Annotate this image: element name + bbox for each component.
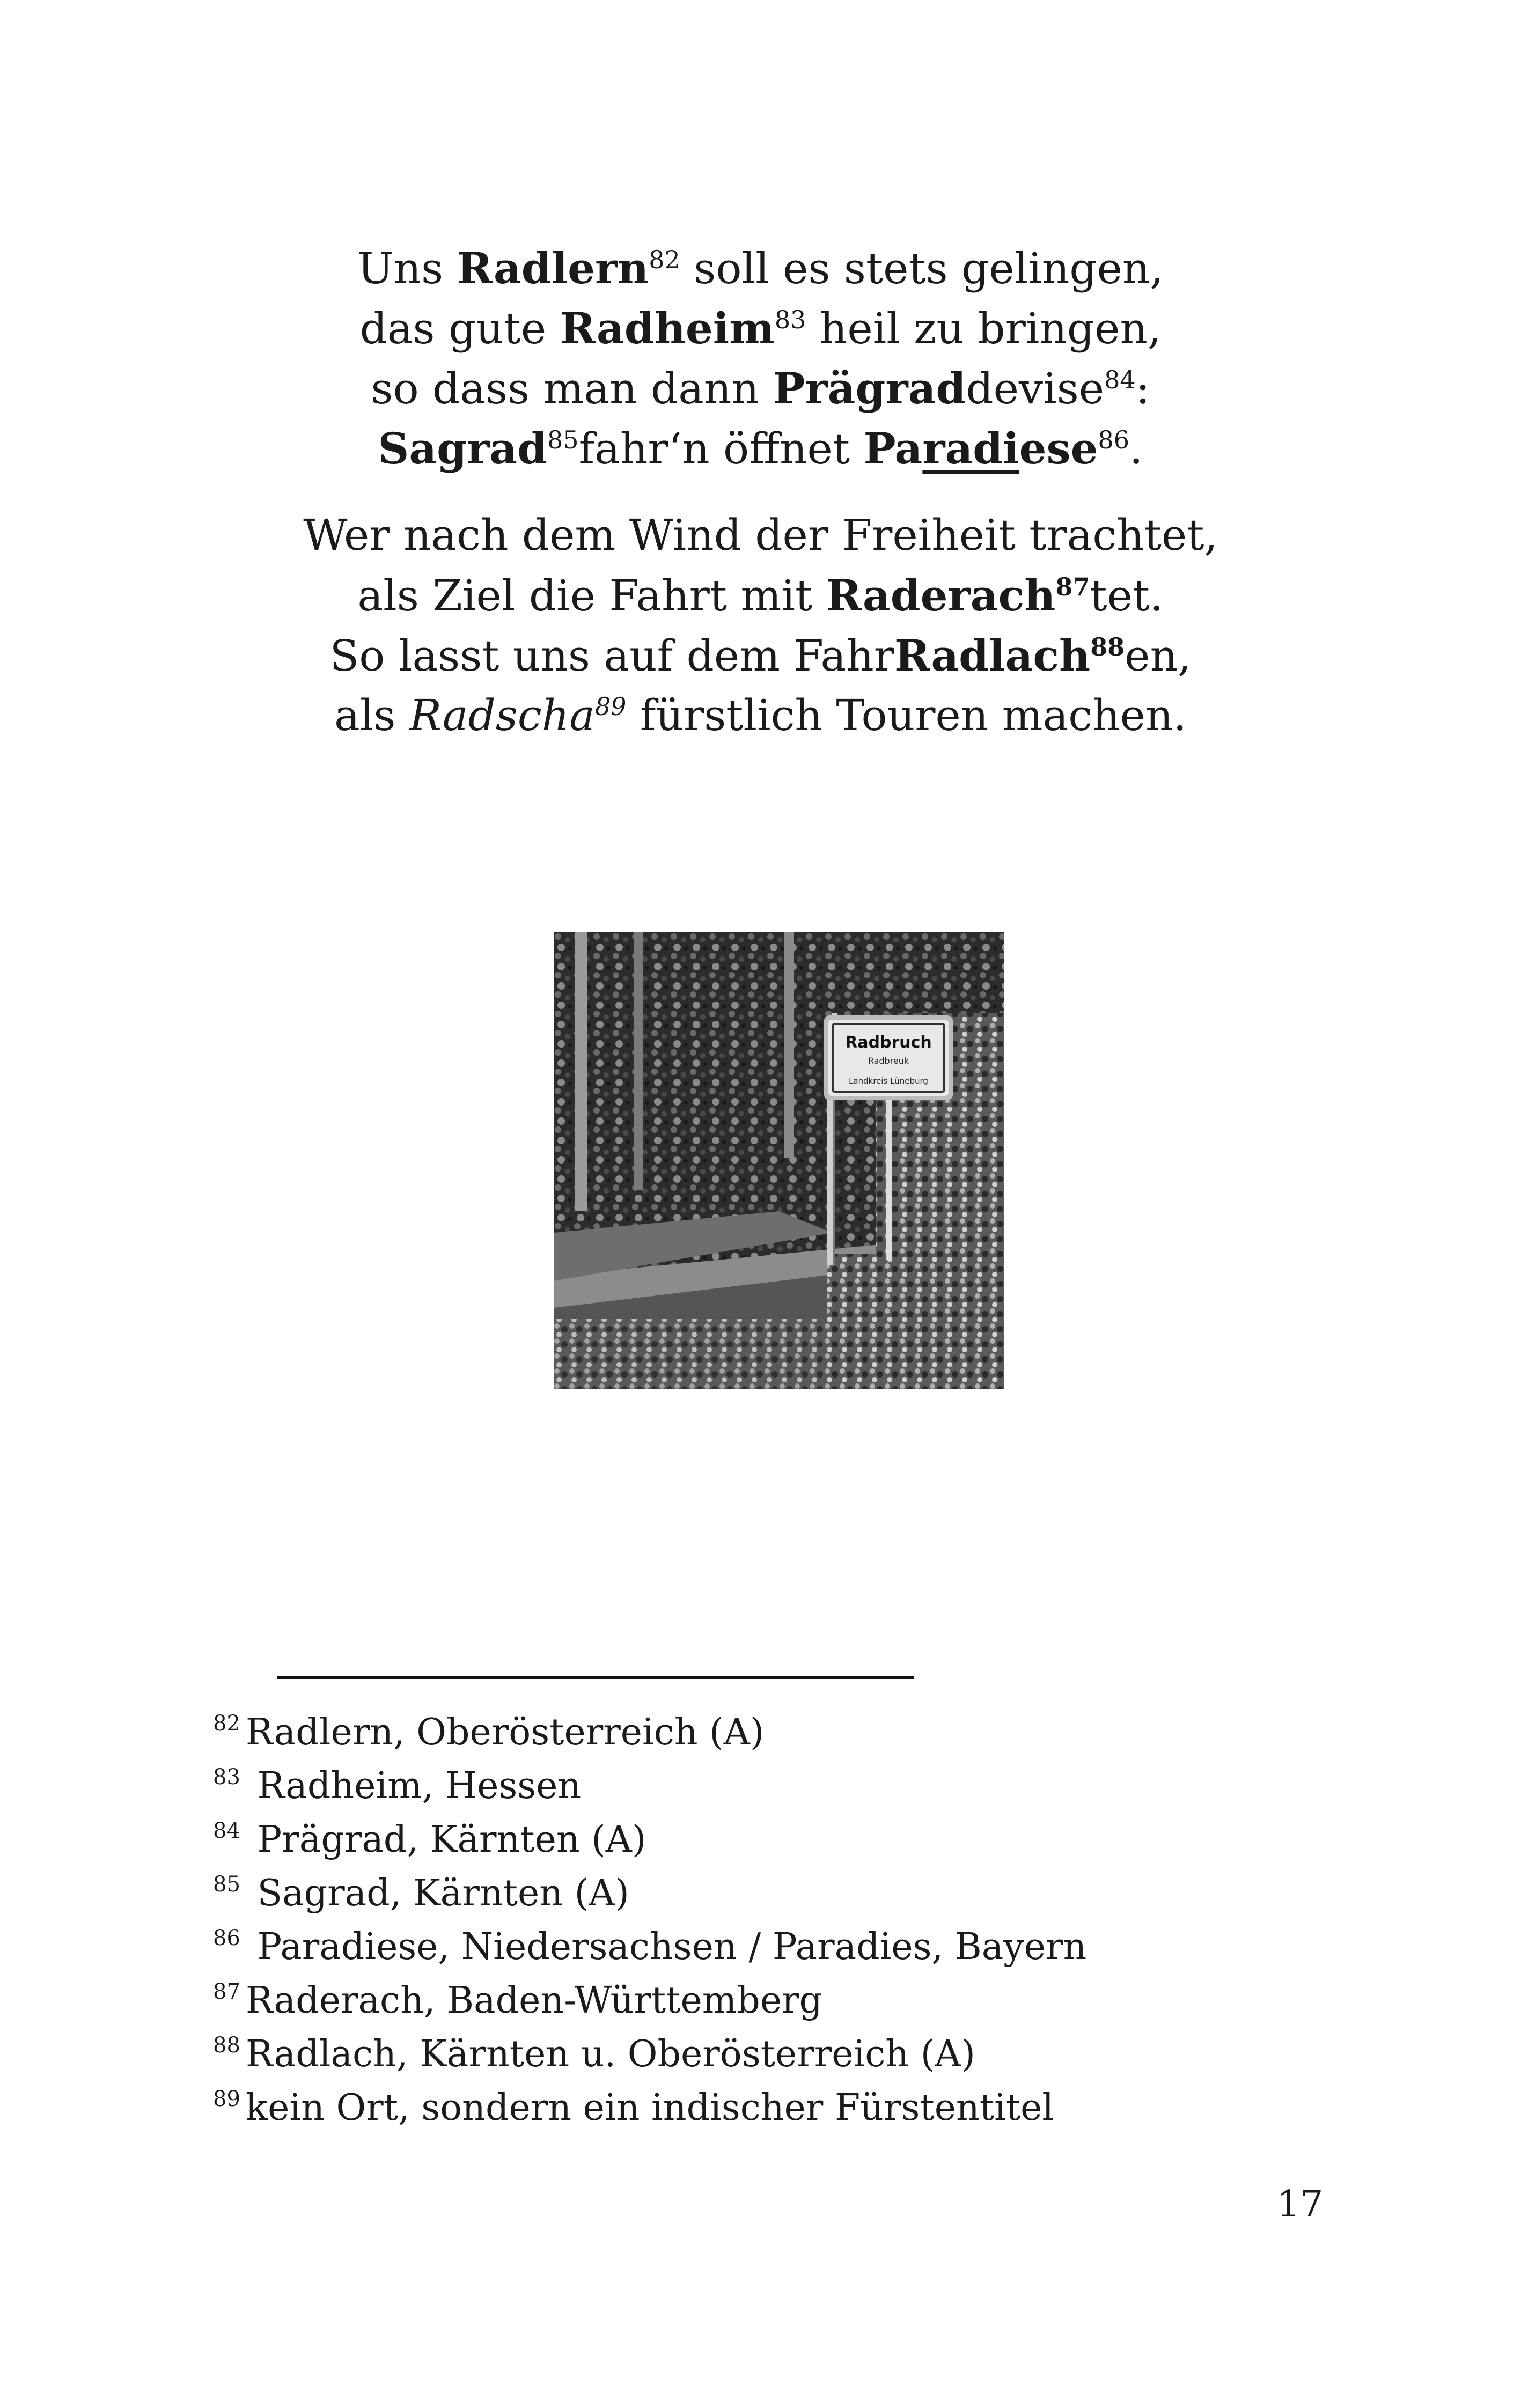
footnote-83: $^{83}$ Radheim, Hessen (213, 1765, 582, 1807)
footnote-84: $^{84}$ Prägrad, Kärnten (A) (213, 1818, 646, 1861)
poem-line: Wer nach dem Wind der Freiheit trachtet, (303, 510, 1218, 560)
page-number: 17 (1277, 2183, 1324, 2226)
poem-line: So lasst uns auf dem FahrRadlach$^{88}$en, (329, 630, 1192, 681)
poem-line: das gute Radheim$^{83}$ heil zu bringen, (359, 303, 1162, 354)
poem-line: als Radscha$^{89}$ fürstlich Touren machen. (334, 690, 1187, 740)
footnote-separator (277, 1676, 914, 1679)
poem-line: als Ziel die Fahrt mit Raderach$^{87}$tet. (357, 570, 1164, 621)
poem-line: Sagrad$^{85}$fahr‘n öffnet Paradiese$^{86}$. (378, 423, 1143, 474)
footnote-89: $^{89}$ kein Ort, sondern ein indischer Fürstentitel (213, 2087, 1054, 2129)
poem-stanza-1 (0, 243, 1521, 487)
footnote-82: $^{82}$ Radlern, Oberösterreich (A) (213, 1711, 765, 1754)
footnote-88: $^{88}$ Radlach, Kärnten u. Oberösterreich (A) (213, 2033, 975, 2075)
footnote-87: $^{87}$ Raderach, Baden-Württemberg (213, 1979, 823, 2022)
footnote-86: $^{86}$ Paradiese, Niedersachsen / Paradies, Bayern (213, 1926, 1087, 1968)
sign-subtitle: Radbreuk (868, 1056, 909, 1066)
footnote-85: $^{85}$ Sagrad, Kärnten (A) (213, 1872, 629, 1914)
sign-title: Radbruch (845, 1033, 932, 1052)
town-sign-illustration (554, 932, 1004, 1389)
poem-line: so dass man dann Prägraddevise$^{84}$: (371, 363, 1150, 414)
poem-stanza-2 (0, 510, 1521, 754)
town-sign-photo (554, 932, 1004, 1389)
sign-district: Landkreis Lüneburg (849, 1076, 928, 1086)
poem-line: Uns Radlern$^{82}$ soll es stets gelingen, (357, 243, 1164, 293)
